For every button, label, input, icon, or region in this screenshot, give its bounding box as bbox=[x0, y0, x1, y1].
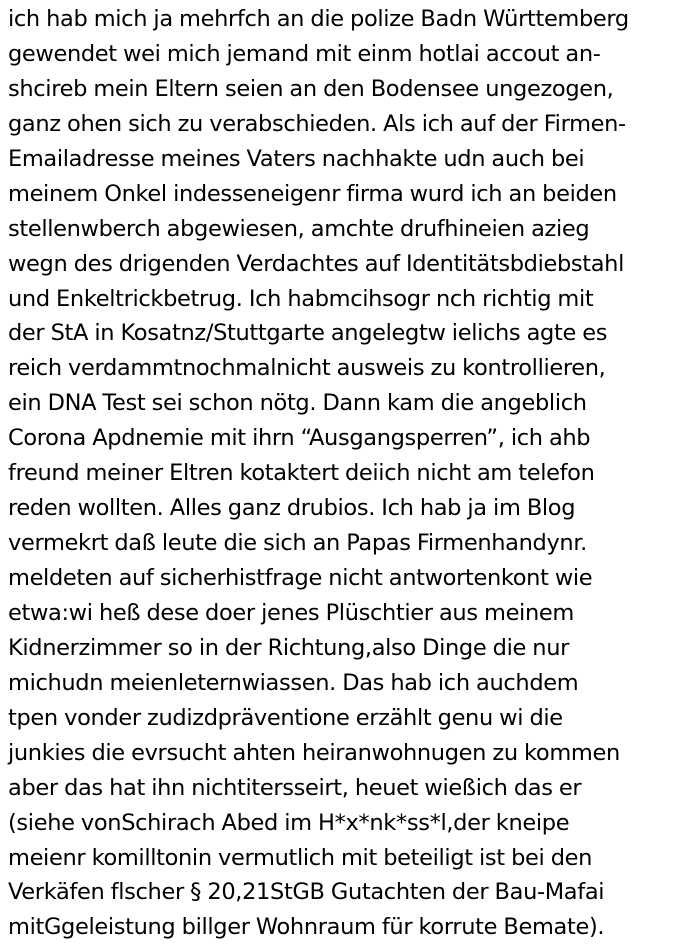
text-line: Emailadresse meines Vaters nachhakte udn auch bei bbox=[8, 145, 585, 172]
text-line: der StA in Kosatnz/Stuttgarte angelegtw ielichs agte es bbox=[8, 320, 608, 347]
text-line: aber das hat ihn nichtitersseirt, heuet wießich das er bbox=[8, 774, 582, 801]
text-line: wegn des drigenden Verdachtes auf Identitätsbdiebstahl bbox=[8, 250, 624, 277]
text-line: mitGgeleistung billger Wohnraum für korrute Bemate). bbox=[8, 914, 605, 941]
text-line: shcireb mein Eltern seien an den Bodensee ungezogen, bbox=[8, 75, 614, 102]
text-line: reich verdammtnochmalnicht ausweis zu kontrollieren, bbox=[8, 355, 606, 382]
text-line: reden wollten. Alles ganz drubios. Ich hab ja im Blog bbox=[8, 495, 576, 522]
text-line: ich hab mich ja mehrfch an die polize Badn Württemberg bbox=[8, 6, 629, 32]
text-line: und Enkeltrickbetrug. Ich habmcihsogr nch richtig mit bbox=[8, 285, 594, 312]
text-line: meinem Onkel indesseneigenr firma wurd ich an beiden bbox=[8, 180, 617, 207]
text-line: meienr komilltonin vermutlich mit beteiligt ist bei den bbox=[8, 844, 593, 871]
text-line: ein DNA Test sei schon nötg. Dann kam die angeblich bbox=[8, 390, 587, 417]
text-line: michudn meienleternwiassen. Das hab ich auchdem bbox=[8, 669, 579, 696]
text-line: tpen vonder zudizdpräventione erzählt genu wi die bbox=[8, 704, 563, 731]
text-line: stellenwberch abgewiesen, amchte drufhineien azieg bbox=[8, 215, 590, 242]
text-line: etwa:wi heß dese doer jenes Plüschtier aus meinem bbox=[8, 599, 574, 626]
text-line: gewendet wei mich jemand mit einm hotlai accout an- bbox=[8, 40, 601, 67]
text-line: meldeten auf sicherhistfrage nicht antwortenkont wie bbox=[8, 565, 593, 591]
body-text bbox=[8, 2, 680, 945]
text-line: Verkäfen flscher § 20,21StGB Gutachten der Bau-Mafai bbox=[8, 879, 605, 906]
text-line: junkies die evrsucht ahten heiranwohnugen zu kommen bbox=[8, 739, 620, 766]
text-line: vermekrt daß leute die sich an Papas Firmenhandynr. bbox=[8, 530, 587, 557]
text-line: (siehe vonSchirach Abed im H*x*nk*ss*l,der kneipe bbox=[8, 809, 570, 836]
text-line: freund meiner Eltren kotaktert deiich nicht am telefon bbox=[8, 460, 595, 487]
text-line: ganz ohen sich zu verabschieden. Als ich auf der Firmen- bbox=[8, 110, 626, 137]
text-line: Kidnerzimmer so in der Richtung,also Dinge die nur bbox=[8, 634, 570, 661]
text-line: Corona Apdnemie mit ihrn “Ausgangsperren”, ich ahb bbox=[8, 425, 591, 452]
